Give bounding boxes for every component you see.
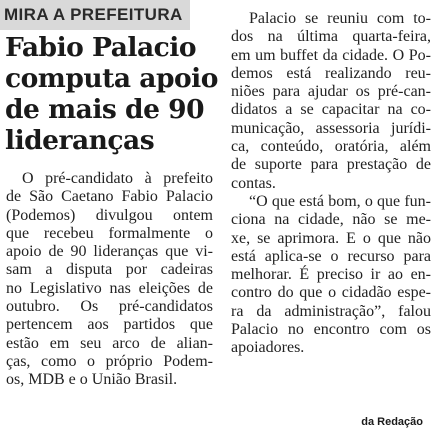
text-line: niões para ajudar os pré-can-: [231, 83, 431, 101]
lead-paragraph: [6, 170, 213, 390]
text-line: “O que está bom, o que fun-: [249, 192, 431, 210]
text-line: no Legislativo nas eleições de: [6, 279, 213, 297]
text-line: contro do que o cidadão espe-: [231, 284, 431, 302]
headline-line: computa apoio: [5, 63, 218, 94]
section-kicker-bar: [0, 0, 190, 30]
text-line: melhorar. É preciso ir ao en-: [231, 266, 431, 284]
body-paragraph: [231, 10, 431, 193]
headline-line: de mais de 90: [5, 94, 205, 125]
text-line: Palacio se reuniu com to-: [249, 10, 431, 27]
text-line: O pré-candidato à prefeito: [22, 170, 213, 187]
headline-line: Fabio Palacio: [5, 32, 197, 63]
right-column: [231, 10, 431, 358]
text-line: de suporte para prestação de: [231, 156, 431, 174]
text-line: (Podemos) divulgou ontem: [6, 206, 213, 224]
text-line: está aplica-se o recurso para: [231, 247, 431, 265]
text-line: apoio de 90 lideranças que vi-: [6, 243, 213, 261]
text-line: apoiadores.: [231, 339, 305, 357]
text-line: ca, conteúdo, oratória, além: [231, 138, 431, 156]
headline-line: lideranças: [5, 125, 155, 156]
text-line: os, MDB e o União Brasil.: [6, 371, 178, 389]
text-line: Palacio no encontro com os: [231, 321, 431, 339]
text-line: didatos a se capacitar na co-: [231, 101, 431, 119]
text-line: ças, como o próprio Podem-: [6, 352, 213, 370]
text-line: de São Caetano Fabio Palacio: [6, 188, 213, 206]
text-line: municação, assessoria jurídi-: [231, 119, 431, 137]
text-line: demos está realizando reu-: [231, 64, 431, 82]
text-line: estão em seu arco de alian-: [6, 334, 213, 352]
left-column: [5, 32, 218, 156]
byline-credit: da Redação: [361, 416, 423, 428]
text-line: ciona na cidade, não se me-: [231, 211, 431, 229]
text-line: ra da administração”, falou: [231, 302, 431, 320]
headline: [5, 32, 218, 156]
quote-paragraph: [231, 193, 431, 358]
text-line: dos na última quarta-feira,: [231, 28, 431, 46]
text-line: contas.: [231, 174, 276, 192]
text-line: sam a disputa por cadeiras: [6, 261, 213, 279]
section-kicker: MIRA A PREFEITURA: [4, 5, 183, 24]
text-line: xe, se aprimora. E o que não: [231, 229, 431, 247]
text-line: pertencem aos partidos que: [6, 316, 213, 334]
text-line: em um buffet da cidade. O Po-: [231, 46, 431, 64]
text-line: que recebeu formalmente o: [6, 224, 213, 242]
text-line: outubro. Os pré-candidatos: [6, 298, 213, 316]
